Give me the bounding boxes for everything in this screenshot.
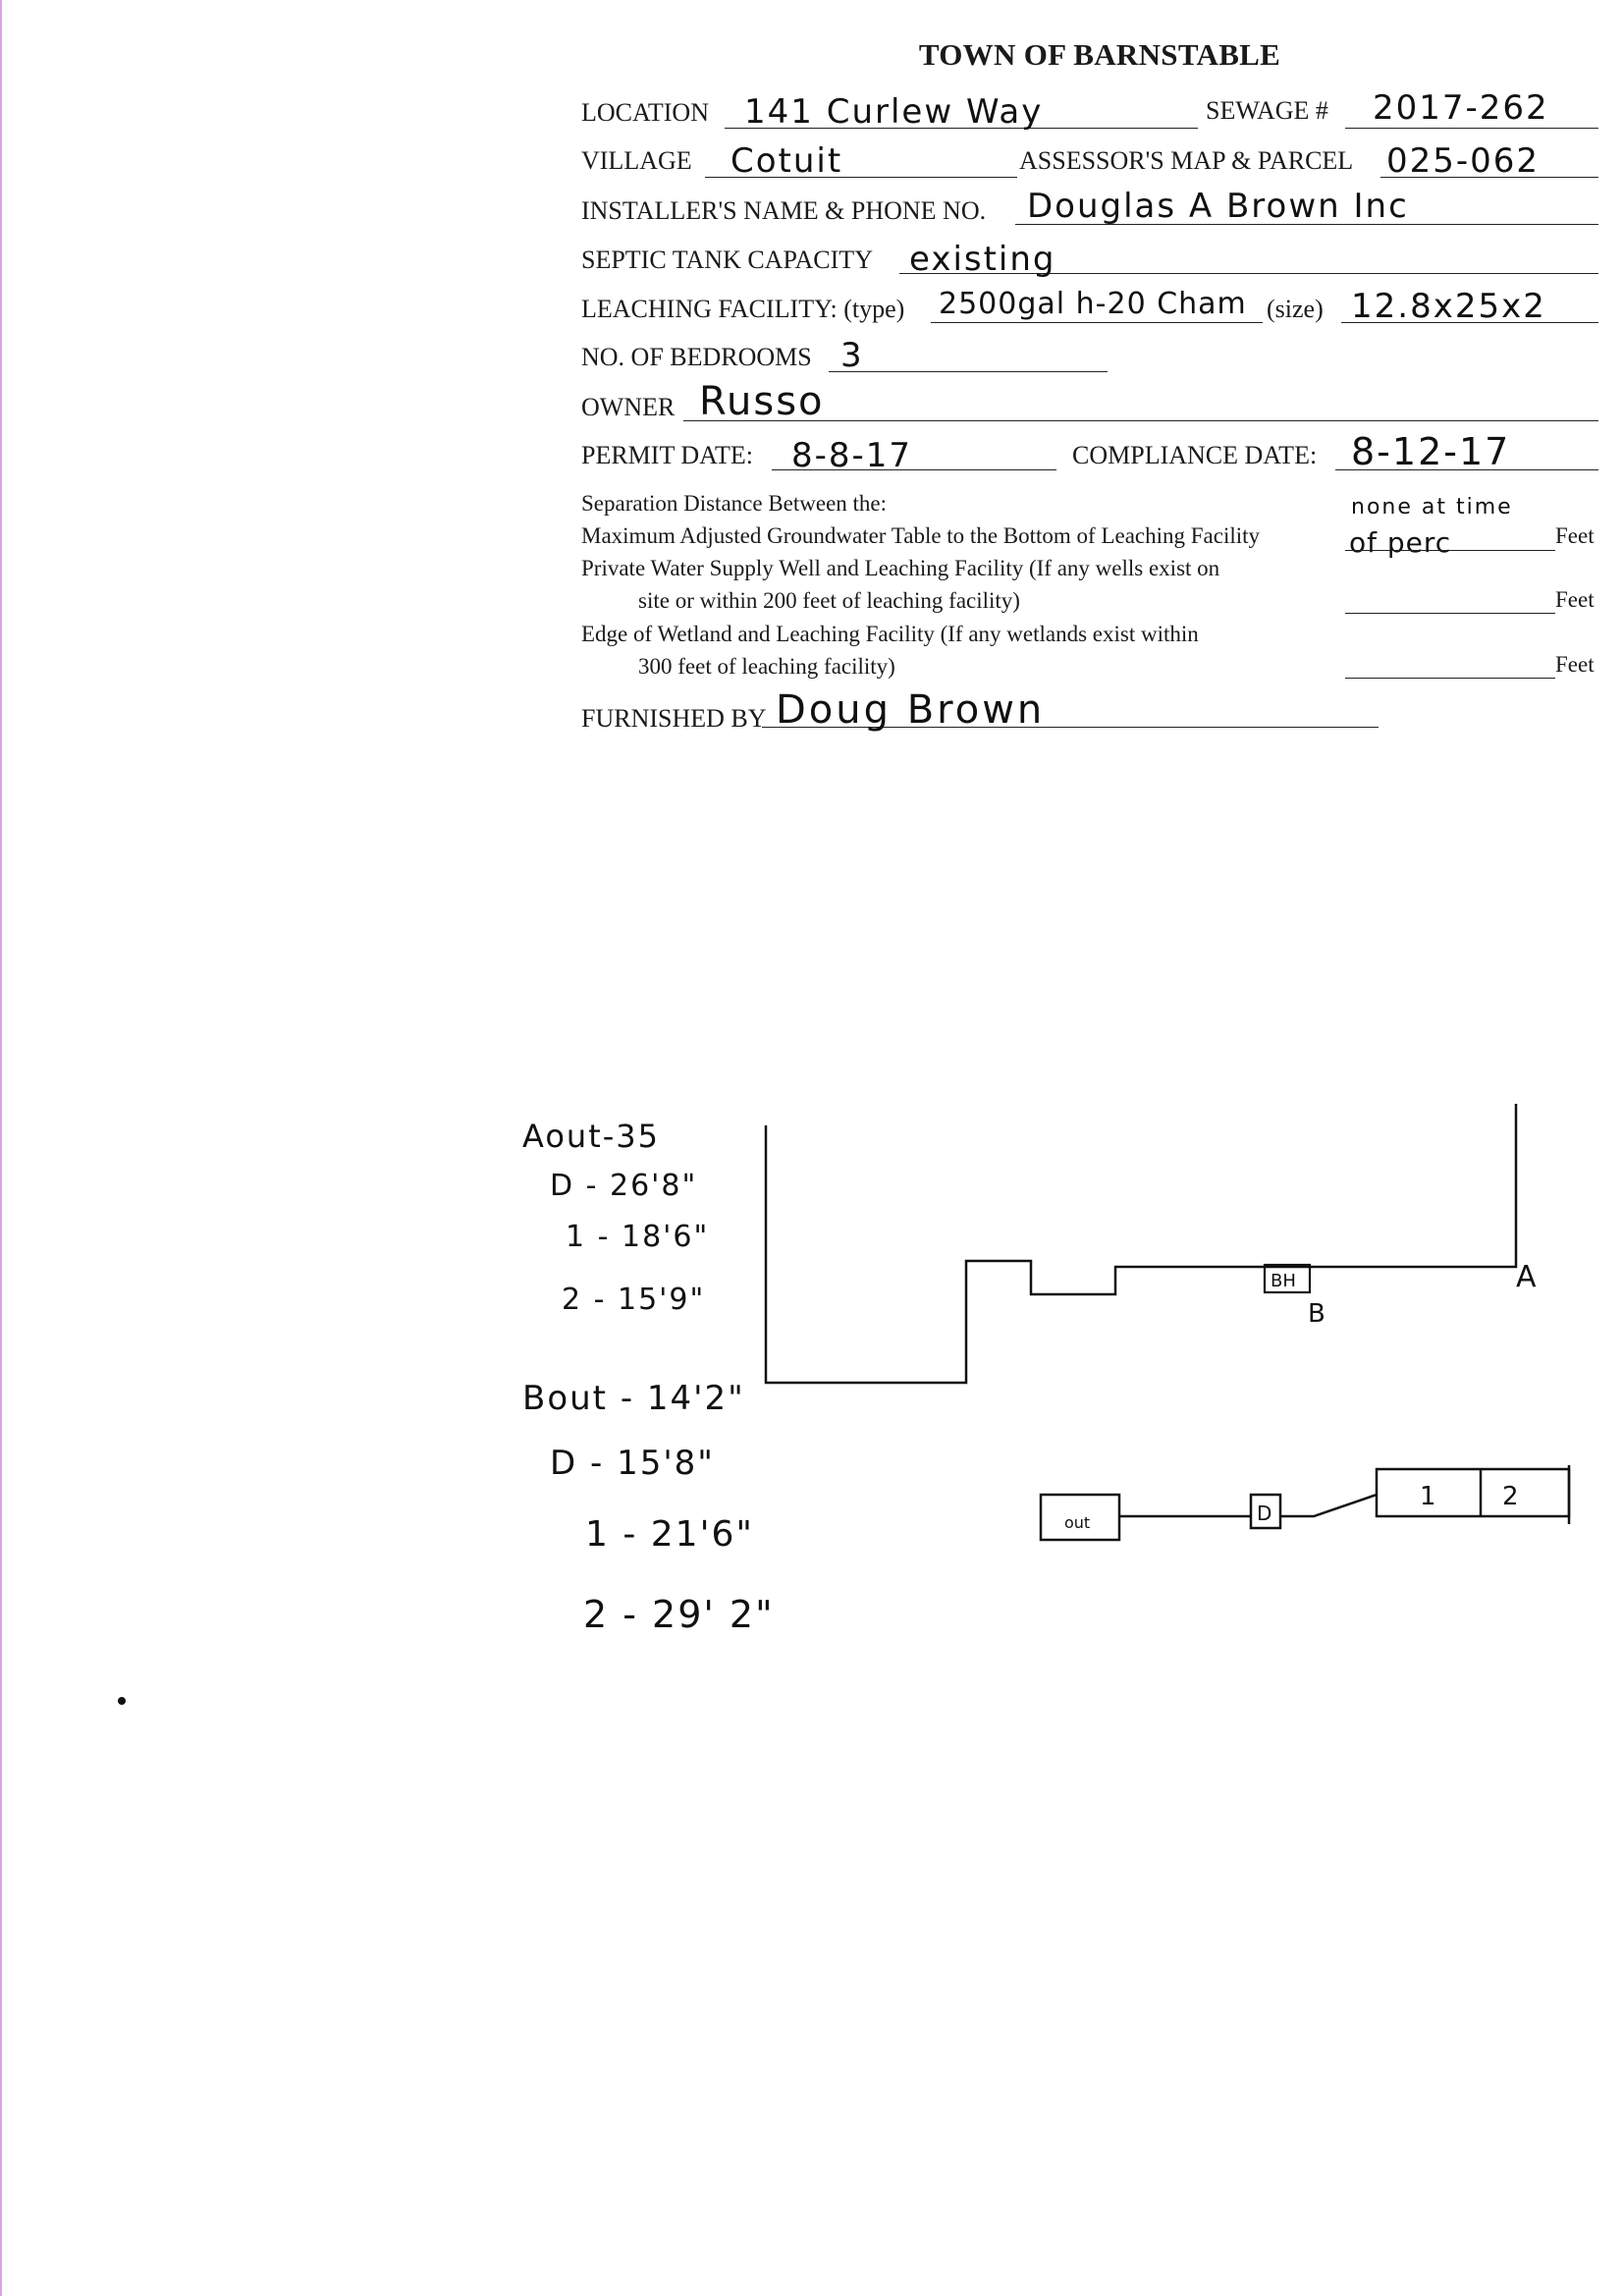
scan-dot: [118, 1697, 126, 1705]
sewage-label: SEWAGE #: [1206, 96, 1328, 125]
septic-label: SEPTIC TANK CAPACITY: [581, 246, 873, 274]
a-measurement-d: D - 26'8": [550, 1169, 698, 1203]
leaching-size-value: 12.8x25x2: [1351, 287, 1546, 326]
groundwater-value-line2: of perc: [1349, 526, 1452, 559]
village-label: VILLAGE: [581, 146, 692, 175]
furnished-value: Doug Brown: [776, 687, 1046, 733]
assessor-value: 025-062: [1386, 141, 1541, 181]
label-chamber-1: 1: [1420, 1482, 1436, 1511]
well-text-line2: site or within 200 feet of leaching facility): [638, 588, 1020, 613]
label-a: A: [1516, 1260, 1537, 1294]
owner-label: OWNER: [581, 393, 676, 421]
label-out: out: [1064, 1513, 1091, 1532]
permit-date-value: 8-8-17: [791, 436, 913, 475]
septic-value: existing: [909, 240, 1056, 279]
wetland-text-line1: Edge of Wetland and Leaching Facility (If any wetlands exist within: [581, 622, 1199, 646]
wetland-text-line2: 300 feet of leaching facility): [638, 654, 895, 679]
house-outline: [766, 1104, 1516, 1383]
groundwater-unit: Feet: [1555, 523, 1595, 548]
leaching-size-label: (size): [1267, 295, 1324, 323]
separation-heading: Separation Distance Between the:: [581, 491, 888, 516]
a-measurement-2: 2 - 15'9": [562, 1283, 706, 1317]
owner-value: Russo: [699, 379, 825, 424]
wetland-unit: Feet: [1555, 652, 1595, 677]
installer-label: INSTALLER'S NAME & PHONE NO.: [581, 196, 987, 225]
village-value: Cotuit: [730, 141, 843, 181]
label-b: B: [1308, 1299, 1325, 1329]
furnished-label: FURNISHED BY: [581, 704, 767, 733]
bedrooms-value: 3: [840, 336, 864, 375]
pipe-d-to-chambers: [1280, 1495, 1377, 1516]
location-value: 141 Curlew Way: [744, 92, 1044, 132]
bedrooms-label: NO. OF BEDROOMS: [581, 343, 812, 371]
assessor-label: ASSESSOR'S MAP & PARCEL: [1019, 146, 1354, 175]
b-measurement-d: D - 15'8": [550, 1444, 715, 1483]
a-out-label: Aout-35: [522, 1118, 660, 1155]
a-measurement-1: 1 - 18'6": [566, 1220, 710, 1254]
b-measurement-2: 2 - 29' 2": [583, 1593, 775, 1636]
groundwater-value-line1: none at time: [1351, 495, 1513, 519]
location-label: LOCATION: [581, 98, 709, 127]
page-title: TOWN OF BARNSTABLE: [918, 37, 1281, 72]
compliance-date-value: 8-12-17: [1351, 430, 1511, 473]
sewage-value: 2017-262: [1373, 88, 1549, 128]
label-bh: BH: [1271, 1271, 1296, 1291]
permit-date-label: PERMIT DATE:: [581, 441, 754, 469]
leaching-label: LEACHING FACILITY: (type): [581, 295, 905, 323]
b-measurement-1: 1 - 21'6": [585, 1514, 754, 1555]
compliance-date-label: COMPLIANCE DATE:: [1072, 441, 1318, 469]
chamber-box: [1377, 1469, 1569, 1516]
well-unit: Feet: [1555, 587, 1595, 612]
b-out-label: Bout - 14'2": [522, 1379, 745, 1418]
leaching-type-value: 2500gal h-20 Cham: [939, 287, 1247, 321]
installer-value: Douglas A Brown Inc: [1027, 187, 1409, 226]
label-chamber-2: 2: [1502, 1482, 1519, 1511]
groundwater-text: Maximum Adjusted Groundwater Table to the Bottom of Leaching Facility: [581, 523, 1261, 548]
well-text-line1: Private Water Supply Well and Leaching Facility (If any wells exist on: [581, 556, 1220, 580]
label-d: D: [1257, 1502, 1272, 1525]
